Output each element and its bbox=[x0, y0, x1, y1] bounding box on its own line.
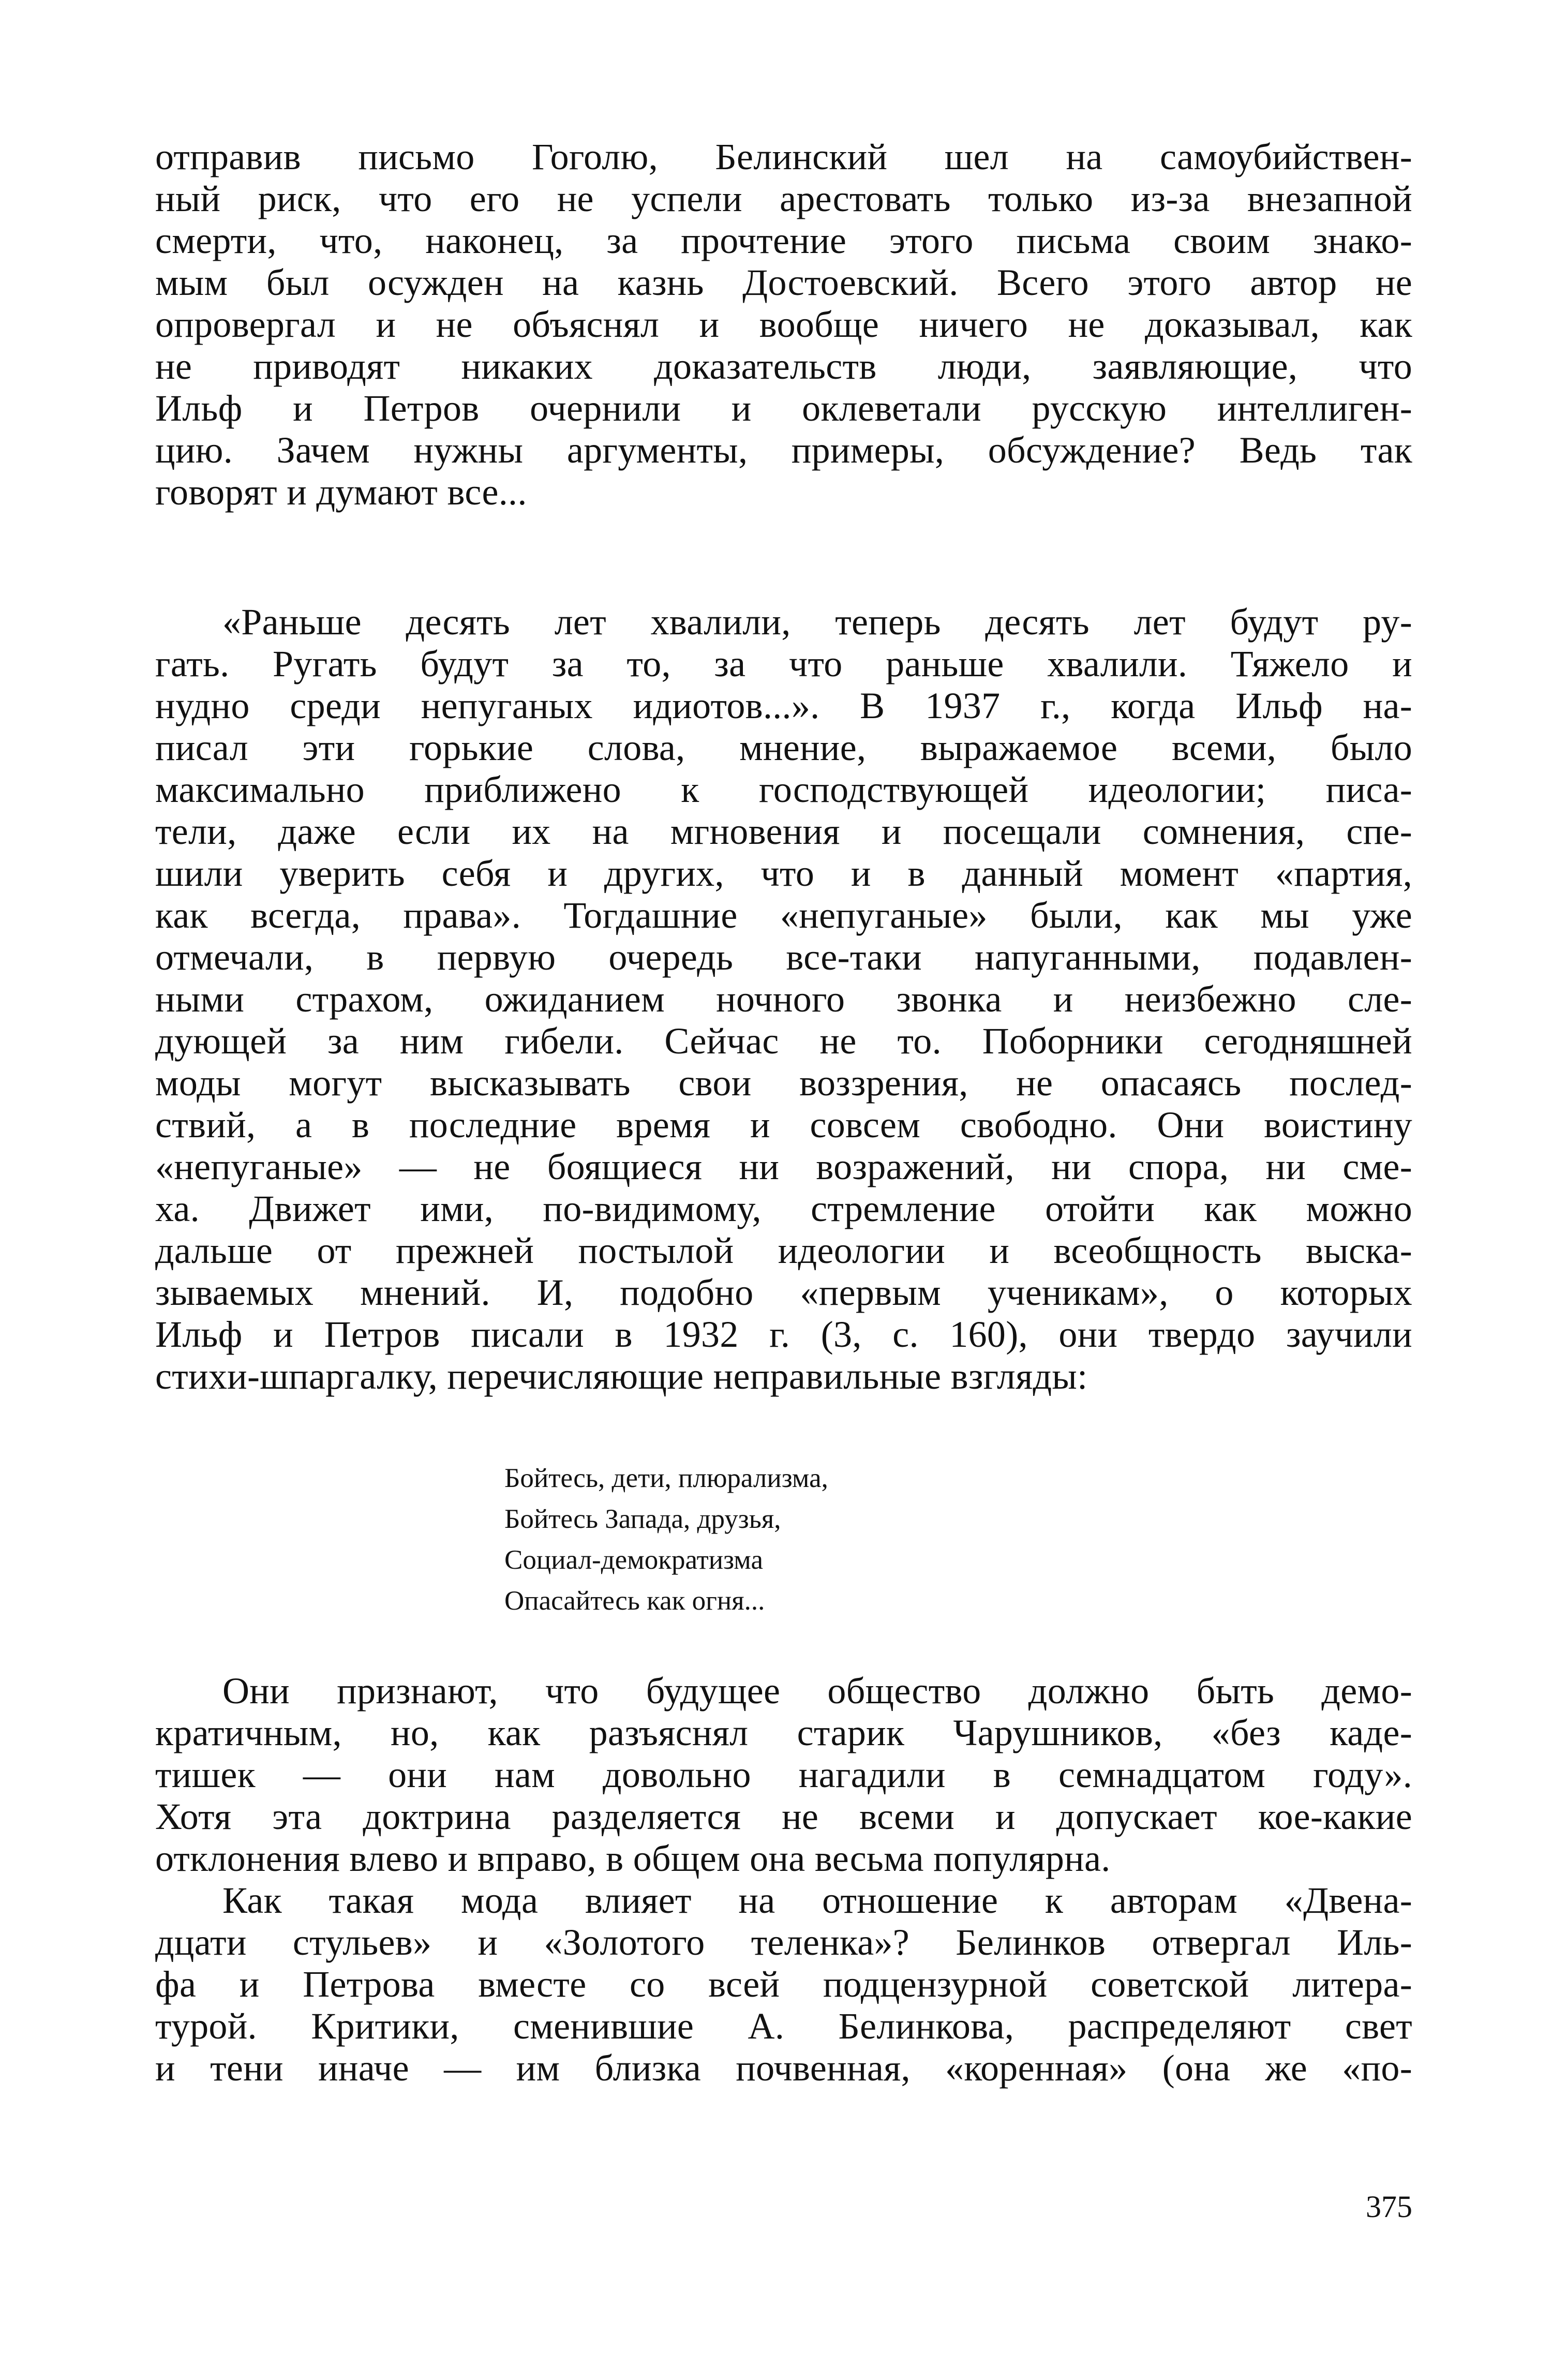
text-line: отклонения влево и вправо, в общем она весьма популярна. bbox=[155, 1838, 1111, 1879]
text-line: и тени иначе — им близка почвенная, «коренная» (она же «по- bbox=[155, 2047, 1412, 2089]
page-number: 375 bbox=[1366, 2190, 1412, 2224]
text-line: дующей за ним гибели. Сейчас не то. Поборники сегодняшней bbox=[155, 1020, 1412, 1062]
text-line: Ильф и Петров писали в 1932 г. (3, с. 160), они твердо заучили bbox=[155, 1314, 1412, 1355]
text-line: говорят и думают все... bbox=[155, 471, 527, 513]
verse-line: Социал-демократизма bbox=[504, 1545, 764, 1575]
paragraph-continuation bbox=[155, 136, 1412, 513]
text-line: дальше от прежней постылой идеологии и всеобщность выска- bbox=[155, 1230, 1412, 1271]
text-line: как всегда, права». Тогдашние «непуганые» были, как мы уже bbox=[155, 895, 1412, 936]
paragraph-quote-ilf bbox=[155, 601, 1412, 1397]
text-line: шили уверить себя и других, что и в данный момент «партия, bbox=[155, 853, 1412, 894]
text-line: цию. Зачем нужны аргументы, примеры, обсуждение? Ведь так bbox=[155, 429, 1412, 471]
verse-line: Бойтесь, дети, плюрализма, bbox=[504, 1463, 828, 1493]
text-line: отмечали, в первую очередь все-таки напуганными, подавлен- bbox=[155, 936, 1412, 978]
paragraph-democracy bbox=[155, 1670, 1412, 1880]
text-line: моды могут высказывать свои воззрения, не опасаясь послед- bbox=[155, 1062, 1412, 1104]
text-line: кратичным, но, как разъяснял старик Чарушников, «без каде- bbox=[155, 1712, 1412, 1753]
text-line: опровергал и не объяснял и вообще ничего не доказывал, как bbox=[155, 304, 1412, 345]
text-line: турой. Критики, сменившие А. Белинкова, распределяют свет bbox=[155, 2005, 1412, 2047]
text-line: стихи-шпаргалку, перечисляющие неправильные взгляды: bbox=[155, 1356, 1088, 1397]
text-line: писал эти горькие слова, мнение, выражаемое всеми, было bbox=[155, 727, 1412, 768]
text-line: зываемых мнений. И, подобно «первым ученикам», о которых bbox=[155, 1272, 1412, 1313]
text-line: гать. Ругать будут за то, за что раньше хвалили. Тяжело и bbox=[155, 643, 1412, 685]
text-line: Хотя эта доктрина разделяется не всеми и допускает кое-какие bbox=[155, 1796, 1412, 1837]
text-line: ный риск, что его не успели арестовать только из-за внезапной bbox=[155, 178, 1412, 219]
text-line: Как такая мода влияет на отношение к авторам «Двена- bbox=[222, 1880, 1412, 1921]
text-line: фа и Петрова вместе со всей подцензурной советской литера- bbox=[155, 1964, 1412, 2005]
text-line: максимально приближено к господствующей идеологии; писа- bbox=[155, 769, 1412, 810]
verse-quote bbox=[504, 1458, 1073, 1622]
text-line: ствий, а в последние время и совсем свободно. Они воистину bbox=[155, 1104, 1412, 1146]
paragraph-fashion bbox=[155, 1880, 1412, 2089]
text-line: тишек — они нам довольно нагадили в семнадцатом году». bbox=[155, 1754, 1412, 1795]
text-line: ха. Движет ими, по-видимому, стремление отойти как можно bbox=[155, 1188, 1412, 1229]
text-line: не приводят никаких доказательств люди, заявляющие, что bbox=[155, 346, 1412, 387]
text-line: «непуганые» — не боящиеся ни возражений, ни спора, ни сме- bbox=[155, 1146, 1412, 1187]
text-line: Ильф и Петров очернили и оклеветали русскую интеллиген- bbox=[155, 388, 1412, 429]
text-line: отправив письмо Гоголю, Белинский шел на самоубийствен- bbox=[155, 136, 1412, 177]
text-line: дцати стульев» и «Золотого теленка»? Белинков отвергал Иль- bbox=[155, 1922, 1412, 1963]
verse-line: Опасайтесь как огня... bbox=[504, 1586, 765, 1616]
text-line: нудно среди непуганых идиотов...». В 1937 г., когда Ильф на- bbox=[155, 685, 1412, 726]
text-line: мым был осужден на казнь Достоевский. Всего этого автор не bbox=[155, 262, 1412, 303]
text-line: Они признают, что будущее общество должно быть демо- bbox=[222, 1670, 1412, 1712]
text-line: смерти, что, наконец, за прочтение этого письма своим знако- bbox=[155, 220, 1412, 261]
text-line: ными страхом, ожиданием ночного звонка и неизбежно сле- bbox=[155, 978, 1412, 1020]
verse-line: Бойтесь Запада, друзья, bbox=[504, 1504, 781, 1534]
text-line: «Раньше десять лет хвалили, теперь десять лет будут ру- bbox=[222, 601, 1412, 643]
text-line: тели, даже если их на мгновения и посещали сомнения, спе- bbox=[155, 811, 1412, 852]
